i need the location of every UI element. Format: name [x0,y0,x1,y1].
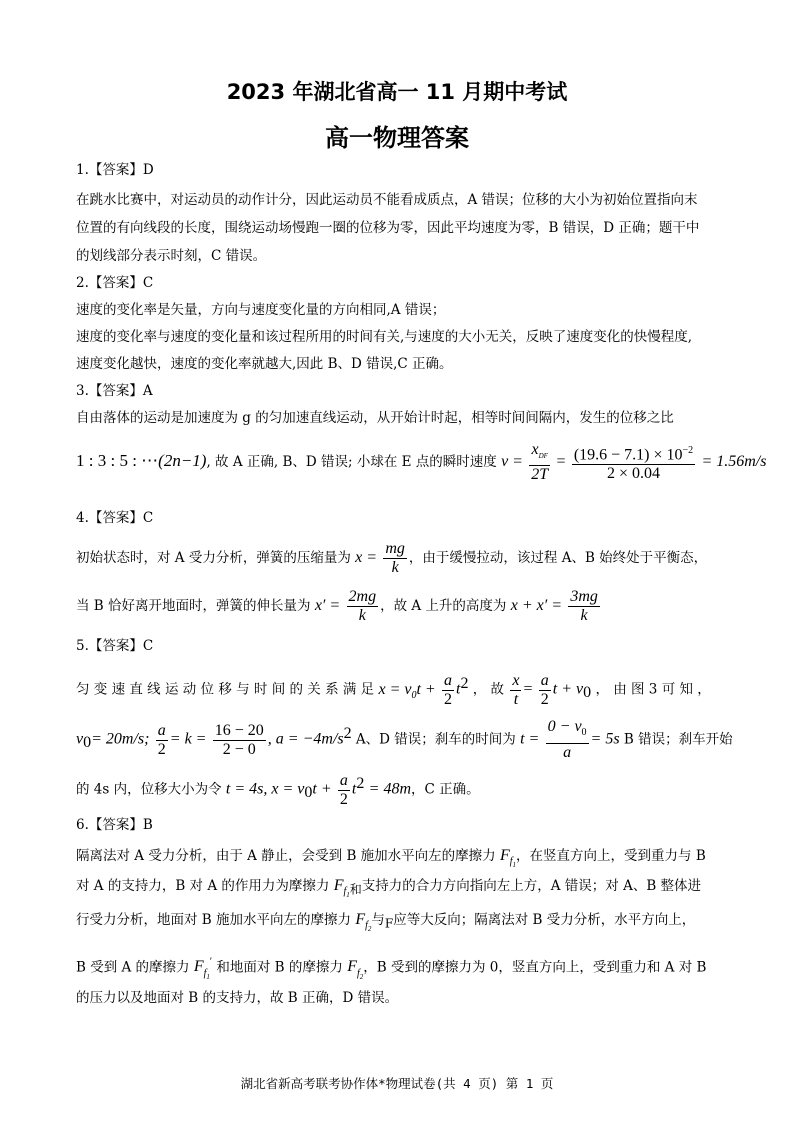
q4-text-2a: 当 B 恰好离开地面时，弹簧的伸长量为 [76,598,311,614]
q6-line-3 [76,907,726,933]
q5-k-eq: = k = [169,730,207,748]
q6-text-2b: 支持力的合力方向指向左上方，A 错误；对 A、B 整体进 [361,878,702,894]
q5-frac-a-2 [442,672,454,709]
q6-F-sub: F [384,916,394,931]
q3-2t: 2T [531,466,549,484]
q5-frac-a-2-b [539,672,551,709]
q6-text-1a: 隔离法对 A 受力分析，由于 A 静止，会受到 B 施加水平向左的摩擦力 [76,848,496,864]
q5-two-4: 2 [339,790,348,808]
q5-v0: v [76,730,84,748]
q5-t-eq: t = [520,730,540,748]
q5-t-den: a [563,743,572,761]
q5-eq1-sub: 0 [411,689,417,701]
q3-den: 2 × 0.04 [606,465,660,483]
q5-line3-res: = 48m [368,780,412,798]
q3-ratio: 1 : 3 : 5 : ⋯ [76,451,159,470]
q3-fraction-value [572,442,695,483]
q5-line-2 [76,714,733,761]
q1-line-1: 在跳水比赛中，对运动员的动作计分，因此运动员不能看成质点，A 错误；位移的大小为初始位置指向末 [76,192,698,208]
q6-Ff2-a [355,911,372,934]
q1-line-2: 位置的有向线段的长度，围绕运动场慢跑一圈的位移为零，因此平均速度为零，B 错误，D 正确；题干中 [76,220,700,236]
q5-text-3b: ，C 正确。 [411,781,480,798]
q3-result: = 1.56m/s [701,453,767,470]
q5-t-res: = 5s [590,730,620,748]
q6-line-2 [76,873,726,899]
q6-s2: 2 [367,925,372,934]
q4-answer: 4.【答案】C [76,510,154,526]
q6-text-4c: ，B 受到的摩擦力为 0，竖直方向上，受到重力和 A 对 B [363,959,707,976]
q6-text-4b: 和地面对 B 的摩擦力 [216,959,343,976]
q3-x: x [531,440,539,458]
q5-t-num-sub: 0 [581,727,587,739]
q4-xp-eq: x′ = [314,597,341,614]
q5-eq1-x: x = v [378,680,412,698]
q3-x-sub: DF [538,452,548,461]
q5-frac-x-t [510,672,521,709]
q1-line-3: 的划线部分表示时刻，C 错误。 [76,248,267,264]
q4-mg: mg [385,540,405,557]
q5-eq2-t: t [513,690,519,708]
q5-sq-2: 2 [356,775,365,792]
q6-F-2: F [333,877,344,894]
q5-t-2: t [351,780,357,798]
q5-eq2-x: x [512,671,520,689]
q4-text-2b: ，故 A 上升的高度为 [380,598,507,614]
q4-text-1a: 初始状态时，对 A 受力分析，弹簧的压缩量为 [76,550,351,566]
q5-line-3 [76,764,726,808]
q3-line-2: 1 : 3 : 5 : ⋯(2n−1), 故 A 正确, B、D 错误; 小球在 E 点的瞬时速度 v = $\frac{x_{DF}}{2T}$ = $\frac{(19.6 - 7.1) \times 10^{-2}}{2 \times 0.04}$ = 1.56m/s [76,440,767,484]
q6-f-4: f [203,967,207,979]
q6-f-2: f [343,886,347,898]
q6-F: F [499,847,510,864]
q5-text-3a: 的 4s 内，位移大小为令 [76,781,222,798]
q5-a: a [444,671,453,689]
q4-sum-eq: x + x′ = [510,597,563,614]
q5-eq2-sub: 0 [583,684,592,702]
q3-num: (19.6 − 7.1) × 10 [573,446,683,464]
q6-text-4a: B 受到 A 的摩擦力 [76,959,190,976]
q6-s2-2: 2 [359,972,364,981]
q5-a-4: a [339,771,348,789]
q5-a-3: a [157,721,166,739]
exam-title: 2023 年湖北省高一 11 月期中考试 [226,80,568,104]
q5-frac-t [546,718,589,761]
q2-line-1: 速度的变化率是矢量，方向与速度变化量的方向相同,A 错误； [76,302,446,318]
q4-k-3: k [580,607,588,624]
q2-answer: 2.【答案】C [76,275,154,291]
q3-ratio-tail: (2n−1) [158,451,207,470]
q2-line-3: 速度变化越快，速度的变化率就越大,因此 B、D 错误,C 正确。 [76,356,453,372]
q5-two: 2 [444,690,453,708]
q4-line-2 [76,586,726,626]
q5-text-2c: B 错误；刹车开始 [623,731,733,748]
q4-k: k [391,559,399,576]
q5-a-val: , a = −4m/s [267,730,344,748]
q5-frac-a-2-c [156,722,168,759]
q6-text-3b: 应等大反向；隔离法对 B 受力分析，水平方向上， [393,912,696,928]
q5-frac-a-2-d [338,772,350,809]
q6-f-5: f [356,967,360,979]
q3-exp: −2 [682,444,694,456]
q1-answer: 1.【答案】D [76,162,154,178]
q6-line-1 [76,843,726,869]
q5-frac-k [213,722,266,759]
q5-line3-mid: t + [312,780,332,798]
q6-F-3: F [355,911,366,928]
page-footer: 湖北省新高考联考协作体*物理试卷(共 4 页) 第 1 页 [240,1076,554,1091]
q6-yu: 与 [371,912,385,928]
q5-v0-rest: = 20m/s; [91,730,150,748]
q5-text-1b: ， 故 [472,681,505,698]
q3-answer: 3.【答案】A [76,383,153,399]
q3-v-eq: v = [501,453,523,470]
q5-line-1 [76,664,726,708]
q3-fraction-xdf [529,441,550,484]
q6-F-5: F [347,958,357,976]
q4-frac-2mg-k [347,588,379,625]
q4-x-eq: x = [355,549,378,566]
q5-eq-1 [378,680,436,701]
q3-text: , 故 A 正确, B、D 错误; 小球在 E 点的瞬时速度 [206,454,497,470]
q4-line-1 [76,538,726,578]
document-subtitle: 高一物理答案 [325,124,469,152]
q5-line3-eq: t = 4s, x = v [225,780,305,798]
q6-f-3: f [365,920,368,932]
q5-a-2: a [540,671,549,689]
q6-line-5: 的压力以及地面对 B 的支持力，故 B 正确，D 错误。 [76,990,399,1006]
q4-frac-3mg-k [568,588,600,625]
q6-text-3a: 行受力分析，地面对 B 施加水平向左的摩擦力 [76,912,352,928]
q6-he: 和 [349,882,362,897]
q6-Ff2-b [347,958,364,981]
q6-s1-2: 1 [346,891,350,900]
q3-line-1: 自由落体的运动是加速度为 g 的匀加速直线运动，从开始计时起，相等时间间隔内，发生的位移之比 [76,410,674,426]
q6-f: f [509,856,513,868]
q5-t: t [456,680,461,698]
q6-s1: 1 [512,861,517,870]
q5-eq2-tail: t + v [552,680,584,698]
q5-text-1c: ， 由 图 3 可 知 ， [595,681,711,698]
q6-s1-4: 1 [206,972,210,981]
q5-k-den: 2 − 0 [222,740,256,758]
q5-answer: 5.【答案】C [76,638,154,654]
q5-t-num: 0 − v [547,718,582,736]
q5-text-1a: 匀 变 速 直 线 运 动 位 移 与 时 间 的 关 系 满 足 [76,681,375,698]
q5-eq2-mid: = [523,680,533,698]
q6-line-4 [76,950,726,981]
q6-Ff1-prime: $F_{f_1}'$ [193,957,213,981]
q5-k-num: 16 − 20 [214,721,264,739]
q6-F-4: F [193,958,204,976]
q6-text-2a: 对 A 的支持力，B 对 A 的作用力为摩擦力 [76,878,330,894]
q6-Ff1-a [499,847,517,870]
q5-sq: 2 [460,675,469,692]
q5-v0-sub: 0 [83,734,92,752]
q5-a-sq: 2 [343,725,352,742]
q6-answer: 6.【答案】B [76,817,153,833]
q4-k-2: k [358,607,366,624]
q6-text-1b: ，在竖直方向上，受到重力与 B [516,848,706,864]
q5-line3-sub: 0 [304,784,313,802]
q5-two-3: 2 [157,740,166,758]
q5-two-2: 2 [540,690,549,708]
q4-text-1b: ，由于缓慢拉动，该过程 A、B 始终处于平衡态， [408,550,708,566]
q4-frac-mg-k [383,540,407,577]
q5-eq1-mid: t + [416,680,436,698]
q4-3mg: 3mg [570,588,598,605]
q2-line-2: 速度的变化率与速度的变化量和该过程所用的时间有关,与速度的大小无关，反映了速度变化的快慢程度, [76,329,693,345]
q6-Ff1-b [333,877,350,900]
q4-2mg: 2mg [348,588,377,605]
q5-text-2b: A、D 错误；刹车的时间为 [355,731,516,748]
